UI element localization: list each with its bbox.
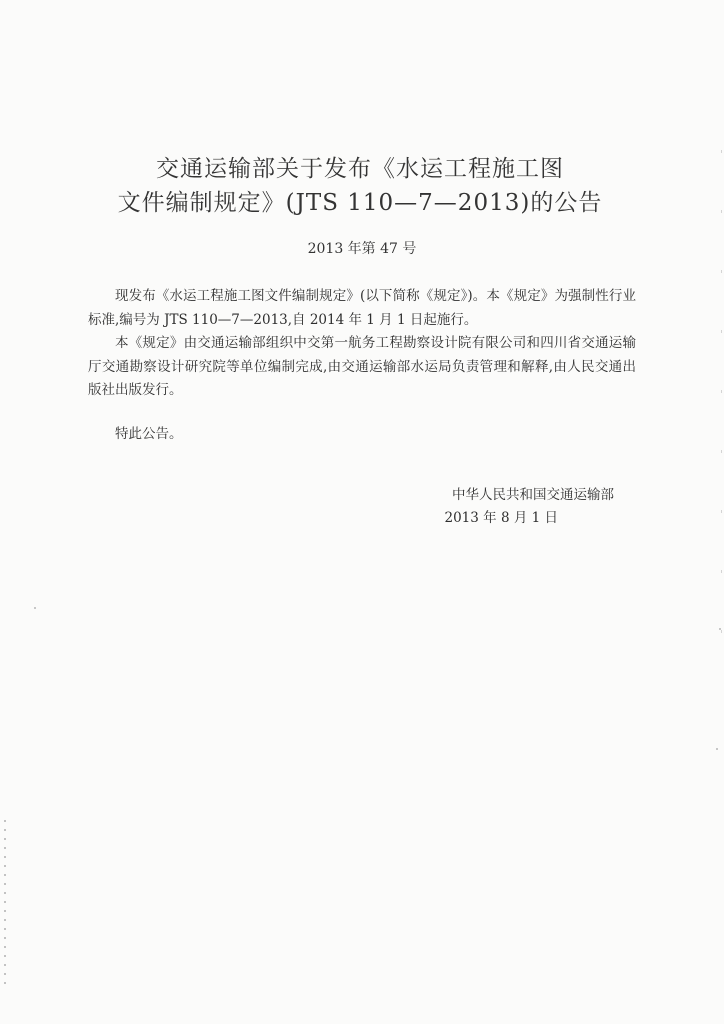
issuer-signature: 中华人民共和国交通运输部: [452, 487, 614, 503]
title-line-2: 文件编制规定》(JTS 110—7—2013)的公告: [117, 190, 603, 216]
paragraph-2: 本《规定》由交通运输部组织中交第一航务工程勘察设计院有限公司和四川省交通运输厅交通勘察设计研究院等单位编制完成,由交通运输部水运局负责管理和解释,由人民交通出版社出版发行。: [88, 335, 636, 398]
document-number: 2013 年第 47 号: [307, 241, 417, 257]
issue-date: 2013 年 8 月 1 日: [444, 510, 558, 526]
scan-speck: [34, 607, 36, 609]
scan-speck: [716, 748, 718, 750]
paragraph-1: 现发布《水运工程施工图文件编制规定》(以下简称《规定》)。本《规定》为强制性行业标准,编号为 JTS 110—7—2013,自 2014 年 1 月 1 日起施行。: [88, 288, 636, 328]
title-line-1: 交通运输部关于发布《水运工程施工图: [156, 156, 564, 182]
scan-edge-marks: [4, 820, 6, 990]
paragraph-closing: 特此公告。: [115, 426, 183, 442]
scan-right-edge: [721, 150, 722, 670]
